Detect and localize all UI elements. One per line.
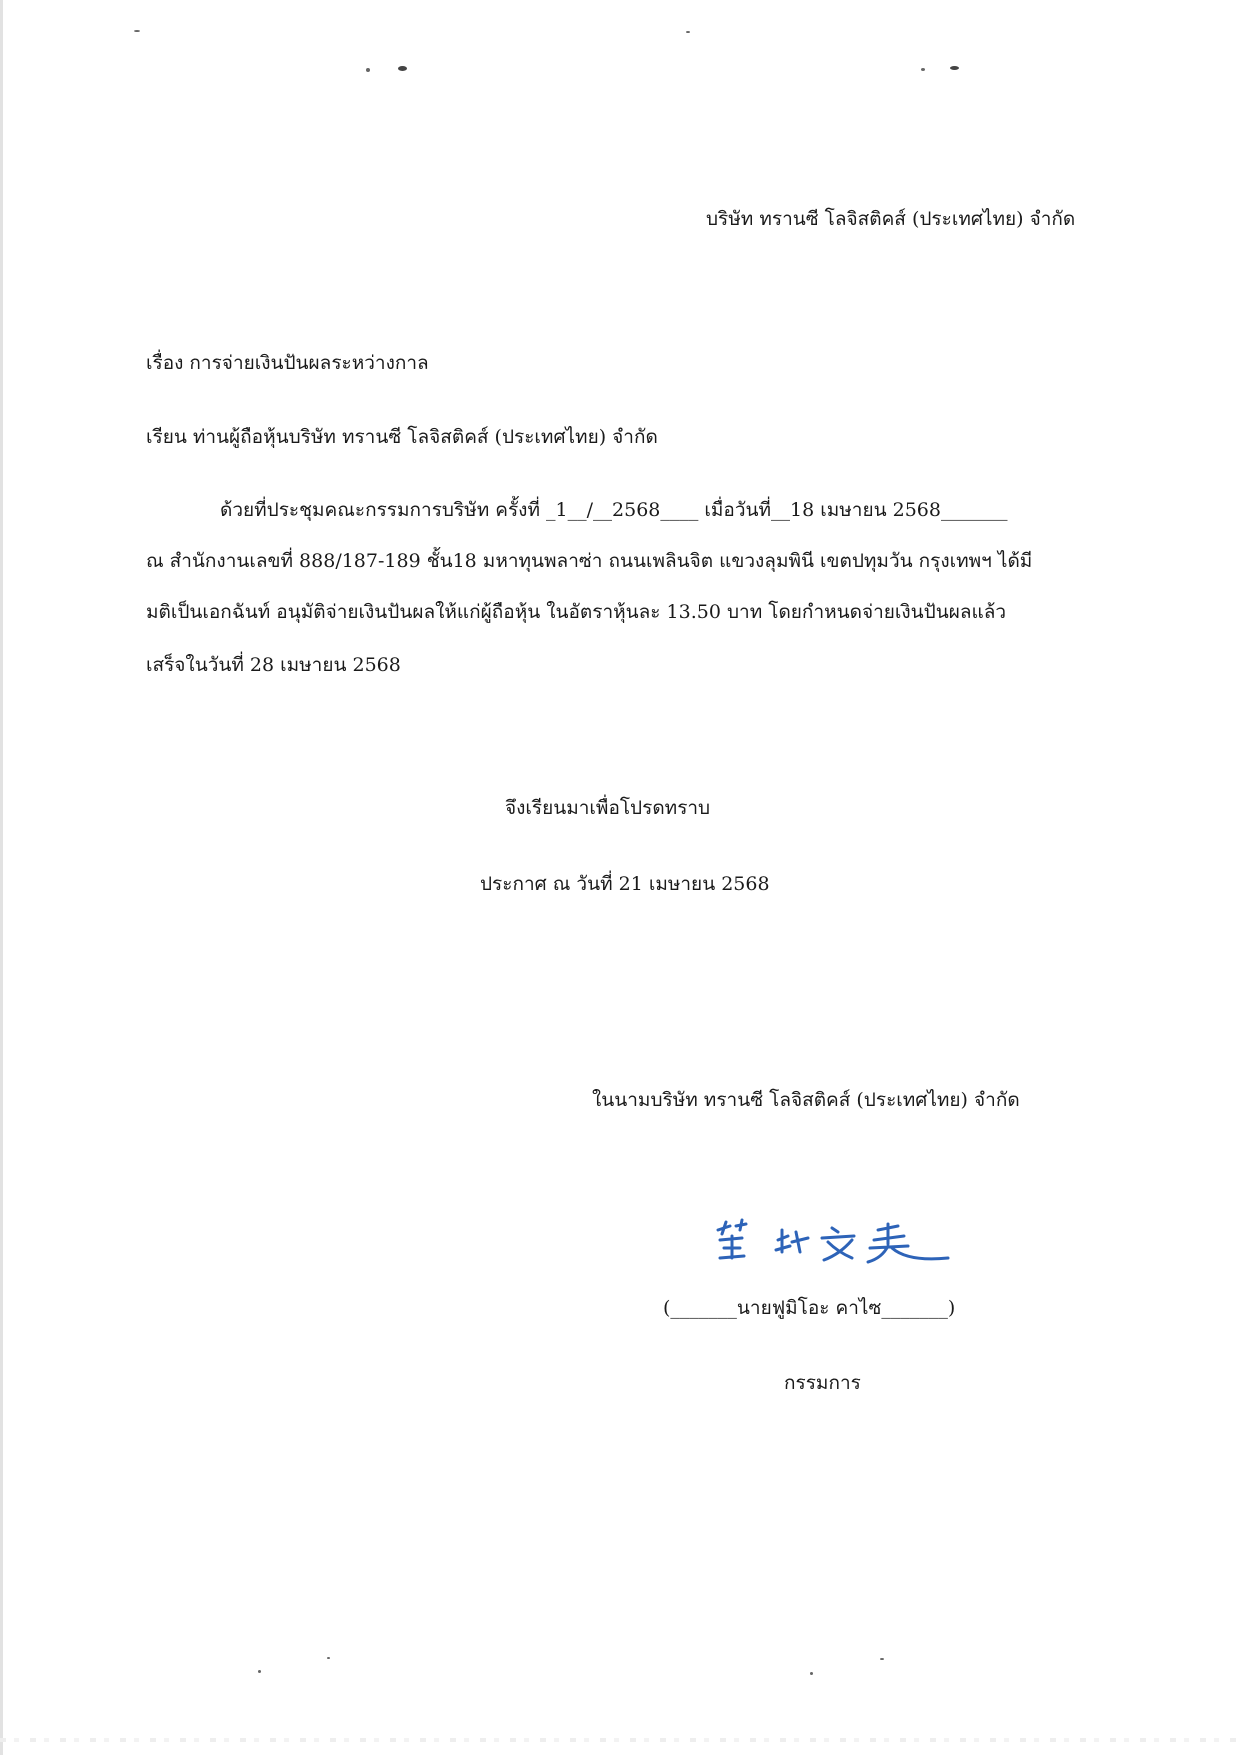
scan-speck <box>921 68 925 71</box>
body-line: ด้วยที่ประชุมคณะกรรมการบริษัท ครั้งที่ _1__/__2568____ เมื่อวันที่__18 เมษายน 2568_______ <box>220 499 1008 521</box>
on-behalf-line: ในนามบริษัท ทรานซี โลจิสติคส์ (ประเทศไทย) จำกัด <box>592 1089 1020 1111</box>
handwritten-signature <box>712 1218 952 1270</box>
company-header: บริษัท ทรานซี โลจิสติคส์ (ประเทศไทย) จำกัด <box>706 208 1076 230</box>
scan-edge <box>0 0 3 1755</box>
letter-subject: เรื่อง การจ่ายเงินปันผลระหว่างกาล <box>146 352 429 374</box>
scan-speck <box>686 31 690 33</box>
scan-speck <box>950 66 959 70</box>
scan-speck <box>398 66 407 71</box>
body-line: เสร็จในวันที่ 28 เมษายน 2568 <box>146 654 401 676</box>
signer-title: กรรมการ <box>784 1372 861 1394</box>
body-line: มติเป็นเอกฉันท์ อนุมัติจ่ายเงินปันผลให้แก่ผู้ถือหุ้น ในอัตราหุ้นละ 13.50 บาท โดยกำหนดจ่ายเงินปันผลแล้ว <box>146 601 1007 623</box>
scan-speck <box>880 1658 884 1660</box>
signer-name-line: (_______นายฟูมิโอะ คาไซ_______) <box>663 1297 956 1319</box>
scan-speck <box>366 68 370 72</box>
closing-line: จึงเรียนมาเพื่อโปรดทราบ <box>505 797 711 819</box>
body-line: ณ สำนักงานเลขที่ 888/187-189 ชั้น18 มหาทุนพลาซ่า ถนนเพลินจิต แขวงลุมพินี เขตปทุมวัน กรุงเทพฯ ได้มี <box>146 550 1033 572</box>
scan-speck <box>810 1672 813 1675</box>
letter-salutation: เรียน ท่านผู้ถือหุ้นบริษัท ทรานซี โลจิสติคส์ (ประเทศไทย) จำกัด <box>146 426 658 448</box>
scan-noise <box>0 1738 1240 1742</box>
scan-speck <box>258 1670 261 1673</box>
announcement-date: ประกาศ ณ วันที่ 21 เมษายน 2568 <box>480 873 770 895</box>
scan-speck <box>327 1657 330 1659</box>
scan-speck <box>134 30 140 32</box>
